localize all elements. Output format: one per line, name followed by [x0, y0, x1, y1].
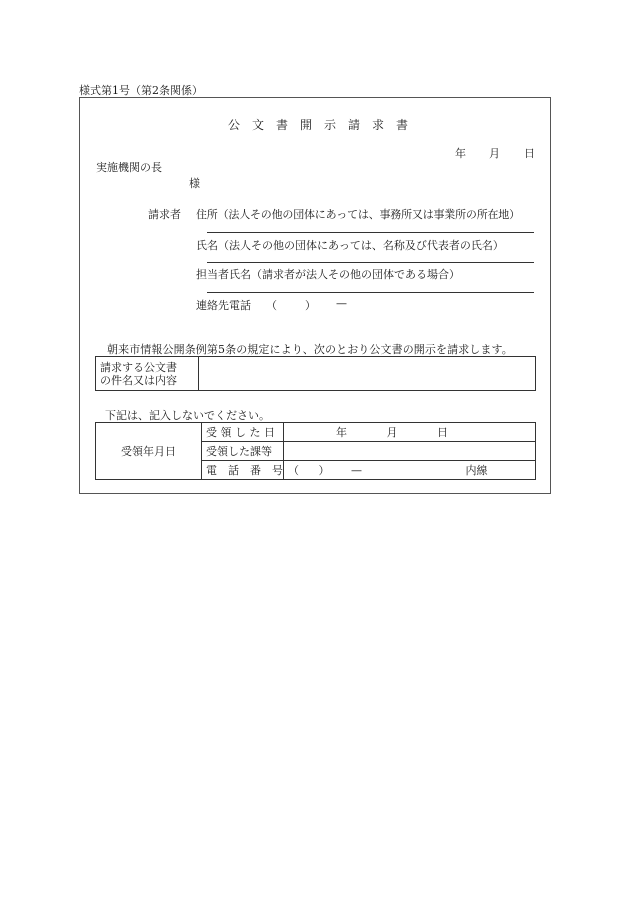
office-phone-label: 電 話 番 号	[202, 461, 284, 480]
request-subject-label-line1: 請求する公文書	[100, 360, 177, 374]
phone-close-paren: ）	[305, 299, 316, 312]
received-section-label: 受領した課等	[202, 442, 284, 461]
receipt-date-row-label: 受領年月日	[96, 423, 202, 480]
name-line[interactable]	[207, 262, 534, 263]
phone-dash: —	[336, 297, 347, 310]
office-phone-close-paren: ）	[318, 463, 330, 477]
office-use-table	[95, 422, 536, 480]
received-year-label: 年	[336, 425, 347, 439]
received-date-label: 受 領 し た 日	[202, 423, 284, 442]
office-phone-extension: 内線	[465, 463, 488, 477]
form-title: 公 文 書 開 示 請 求 書	[228, 118, 409, 132]
form-number: 様式第1号（第2条関係）	[79, 84, 203, 97]
phone-open-paren: （	[266, 299, 277, 312]
contact-person-label: 担当者氏名（請求者が法人その他の団体である場合）	[196, 268, 460, 281]
requester-label: 請求者	[148, 208, 181, 221]
contact-person-line[interactable]	[207, 292, 534, 293]
statement-text: 朝来市情報公開条例第5条の規定により、次のとおり公文書の開示を請求します。	[107, 343, 513, 356]
office-use-note: 下記は、記入しないでください。	[105, 409, 270, 422]
request-table	[95, 356, 536, 391]
request-subject-label	[96, 357, 199, 391]
received-section-field[interactable]	[284, 442, 536, 461]
date-day-label: 日	[524, 147, 535, 160]
office-phone-dash: —	[351, 463, 362, 477]
addressee-honorific: 様	[189, 177, 200, 190]
name-label: 氏名（法人その他の団体にあっては、名称及び代表者の氏名）	[196, 239, 504, 252]
office-phone-field[interactable]	[284, 461, 536, 480]
phone-label: 連絡先電話	[196, 299, 251, 312]
addressee-org: 実施機関の長	[96, 161, 162, 174]
received-month-label: 月	[386, 425, 398, 439]
received-date-field[interactable]	[284, 423, 536, 442]
request-subject-field[interactable]	[199, 357, 536, 391]
address-label: 住所（法人その他の団体にあっては、事務所又は事業所の所在地）	[196, 208, 520, 221]
request-subject-label-line2: の件名又は内容	[100, 373, 177, 387]
office-phone-open-paren: （	[288, 463, 299, 477]
date-year-label: 年	[455, 147, 466, 160]
date-month-label: 月	[489, 147, 500, 160]
received-day-label: 日	[437, 425, 448, 439]
address-line[interactable]	[207, 232, 534, 233]
